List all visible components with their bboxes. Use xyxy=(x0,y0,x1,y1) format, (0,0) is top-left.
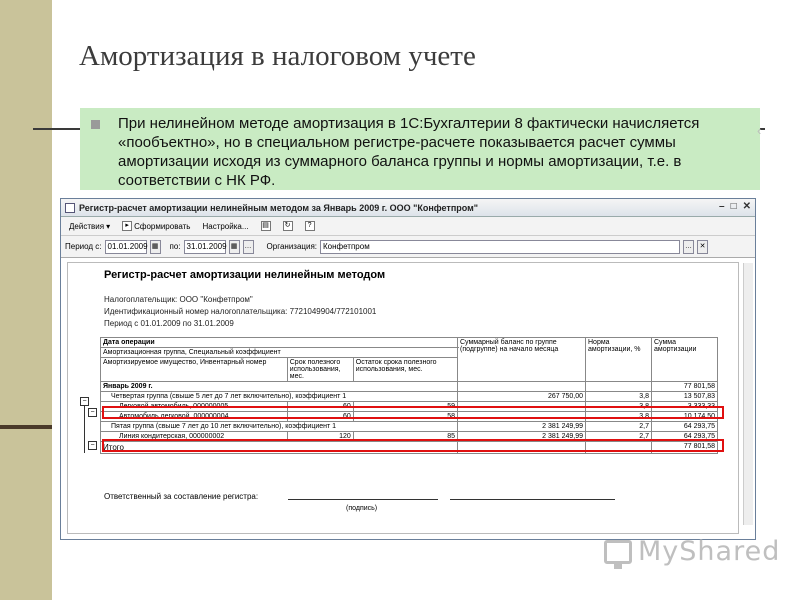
refresh-icon: ↻ xyxy=(283,221,293,231)
responsible-label: Ответственный за составление регистра: xyxy=(104,492,259,501)
period-from-input[interactable]: 01.01.2009 xyxy=(105,240,147,254)
window-controls xyxy=(719,201,751,212)
organization-input[interactable]: Конфетпром xyxy=(320,240,680,254)
dropdown-arrow-icon: ▾ xyxy=(106,221,111,231)
org-clear-button[interactable]: ✕ xyxy=(697,240,708,254)
side-decoration-bar xyxy=(0,0,52,600)
refresh-button[interactable] xyxy=(279,219,297,233)
name-line xyxy=(450,499,615,500)
highlight-group5 xyxy=(102,439,724,452)
vertical-scrollbar[interactable] xyxy=(743,263,753,525)
period-select-button[interactable]: … xyxy=(243,240,254,254)
decorative-mark: ‹ xyxy=(757,123,762,138)
tree-connector xyxy=(84,401,85,453)
table-row[interactable]: Январь 2009 г. 77 801,58 xyxy=(101,382,718,392)
help-icon: ? xyxy=(305,221,315,231)
window-titlebar xyxy=(61,199,755,217)
bullet-text-box xyxy=(80,108,760,190)
layout-icon: ▤ xyxy=(262,222,269,229)
table-header-row: Амортизируемое имущество, Инвентарный номер Срок полезного использования, мес. Остаток срока полезного использования, мес. xyxy=(101,358,718,382)
report-table xyxy=(100,337,718,454)
table-row[interactable]: Четвертая группа (свыше 5 лет до 7 лет включительно), коэффициент 1 267 750,00 3,8 13 507,83 xyxy=(101,392,718,402)
filter-bar: Период с: 01.01.2009 ▦ по: 31.01.2009 ▦ … Организация: Конфетпром … ✕ xyxy=(61,236,755,258)
help-button[interactable] xyxy=(301,219,319,233)
highlight-group4 xyxy=(102,406,724,419)
table-row[interactable]: Линия кондитерская, 000000002 120 85 2 381 249,99 2,7 64 293,75 xyxy=(101,432,718,442)
collapse-group4-icon[interactable]: − xyxy=(88,408,97,417)
window-app-icon xyxy=(65,203,75,213)
report-area xyxy=(67,262,739,534)
toolbar xyxy=(61,217,755,236)
report-window xyxy=(60,198,756,540)
play-icon: ▸ xyxy=(122,221,132,231)
slide-title: Амортизация в налоговом учете xyxy=(79,40,476,72)
table-header-row: Дата операции Суммарный баланс по группе (подгруппе) на начало месяца Норма амортизации, % Сумма амортизации xyxy=(101,338,718,348)
bullet-text: При нелинейном методе амортизация в 1С:Бухгалтерии 8 фактически начисляется «пообъектно», но в специальном регистре-расчете показывается расчет суммы амортизации исходя из суммарного баланса группы и нормы амортизации, т.е. в соответствии с НК РФ. xyxy=(118,115,700,189)
side-accent-line xyxy=(0,425,52,429)
logo-text: MyShared xyxy=(638,536,781,567)
table-row[interactable]: Пятая группа (свыше 7 лет до 10 лет включительно), коэффициент 1 2 381 249,99 2,7 64 293,75 xyxy=(101,422,718,432)
generate-button[interactable]: ▸ Сформировать xyxy=(118,219,194,233)
table-total-row[interactable]: Итого 77 801,58 xyxy=(101,442,718,454)
period-line: Период с 01.01.2009 по 31.01.2009 xyxy=(104,319,234,328)
signature-line xyxy=(288,499,438,500)
monitor-icon xyxy=(604,540,632,564)
table-row[interactable]: Легковой автомобиль, 000000005 60 59 3,8 3 333,33 xyxy=(101,402,718,412)
layout-button[interactable] xyxy=(257,219,275,233)
table-header-row: Амортизационная группа, Специальный коэффициент xyxy=(101,348,718,358)
maximize-icon[interactable]: □ xyxy=(730,201,737,212)
table-row[interactable]: Автомобиль легковой, 000000004 60 58 3,8 10 174,50 xyxy=(101,412,718,422)
myshared-logo xyxy=(604,536,780,567)
window-title: Регистр-расчет амортизации нелинейным методом за Январь 2009 г. ООО "Конфетпром" xyxy=(79,202,479,213)
report-title: Регистр-расчет амортизации нелинейным методом xyxy=(104,269,386,281)
minimize-icon[interactable]: – xyxy=(719,201,725,212)
collapse-month-icon[interactable]: − xyxy=(80,397,89,406)
org-select-button[interactable]: … xyxy=(683,240,694,254)
bullet-marker-icon xyxy=(91,120,100,129)
settings-button[interactable]: Настройка... xyxy=(202,221,249,231)
close-icon[interactable]: ✕ xyxy=(742,201,751,212)
signature-caption: (подпись) xyxy=(346,505,378,512)
taxpayer-line: Налогоплательщик: ООО "Конфетпром" xyxy=(104,295,253,304)
collapse-group5-icon[interactable]: − xyxy=(88,441,97,450)
period-to-input[interactable]: 31.01.2009 xyxy=(184,240,226,254)
inn-line: Идентификационный номер налогоплательщика: 7721049904/772101001 xyxy=(104,307,377,316)
calendar-from-icon[interactable]: ▦ xyxy=(150,240,161,254)
actions-menu-button[interactable]: Действия ▾ xyxy=(69,221,111,231)
calendar-to-icon[interactable]: ▦ xyxy=(229,240,240,254)
